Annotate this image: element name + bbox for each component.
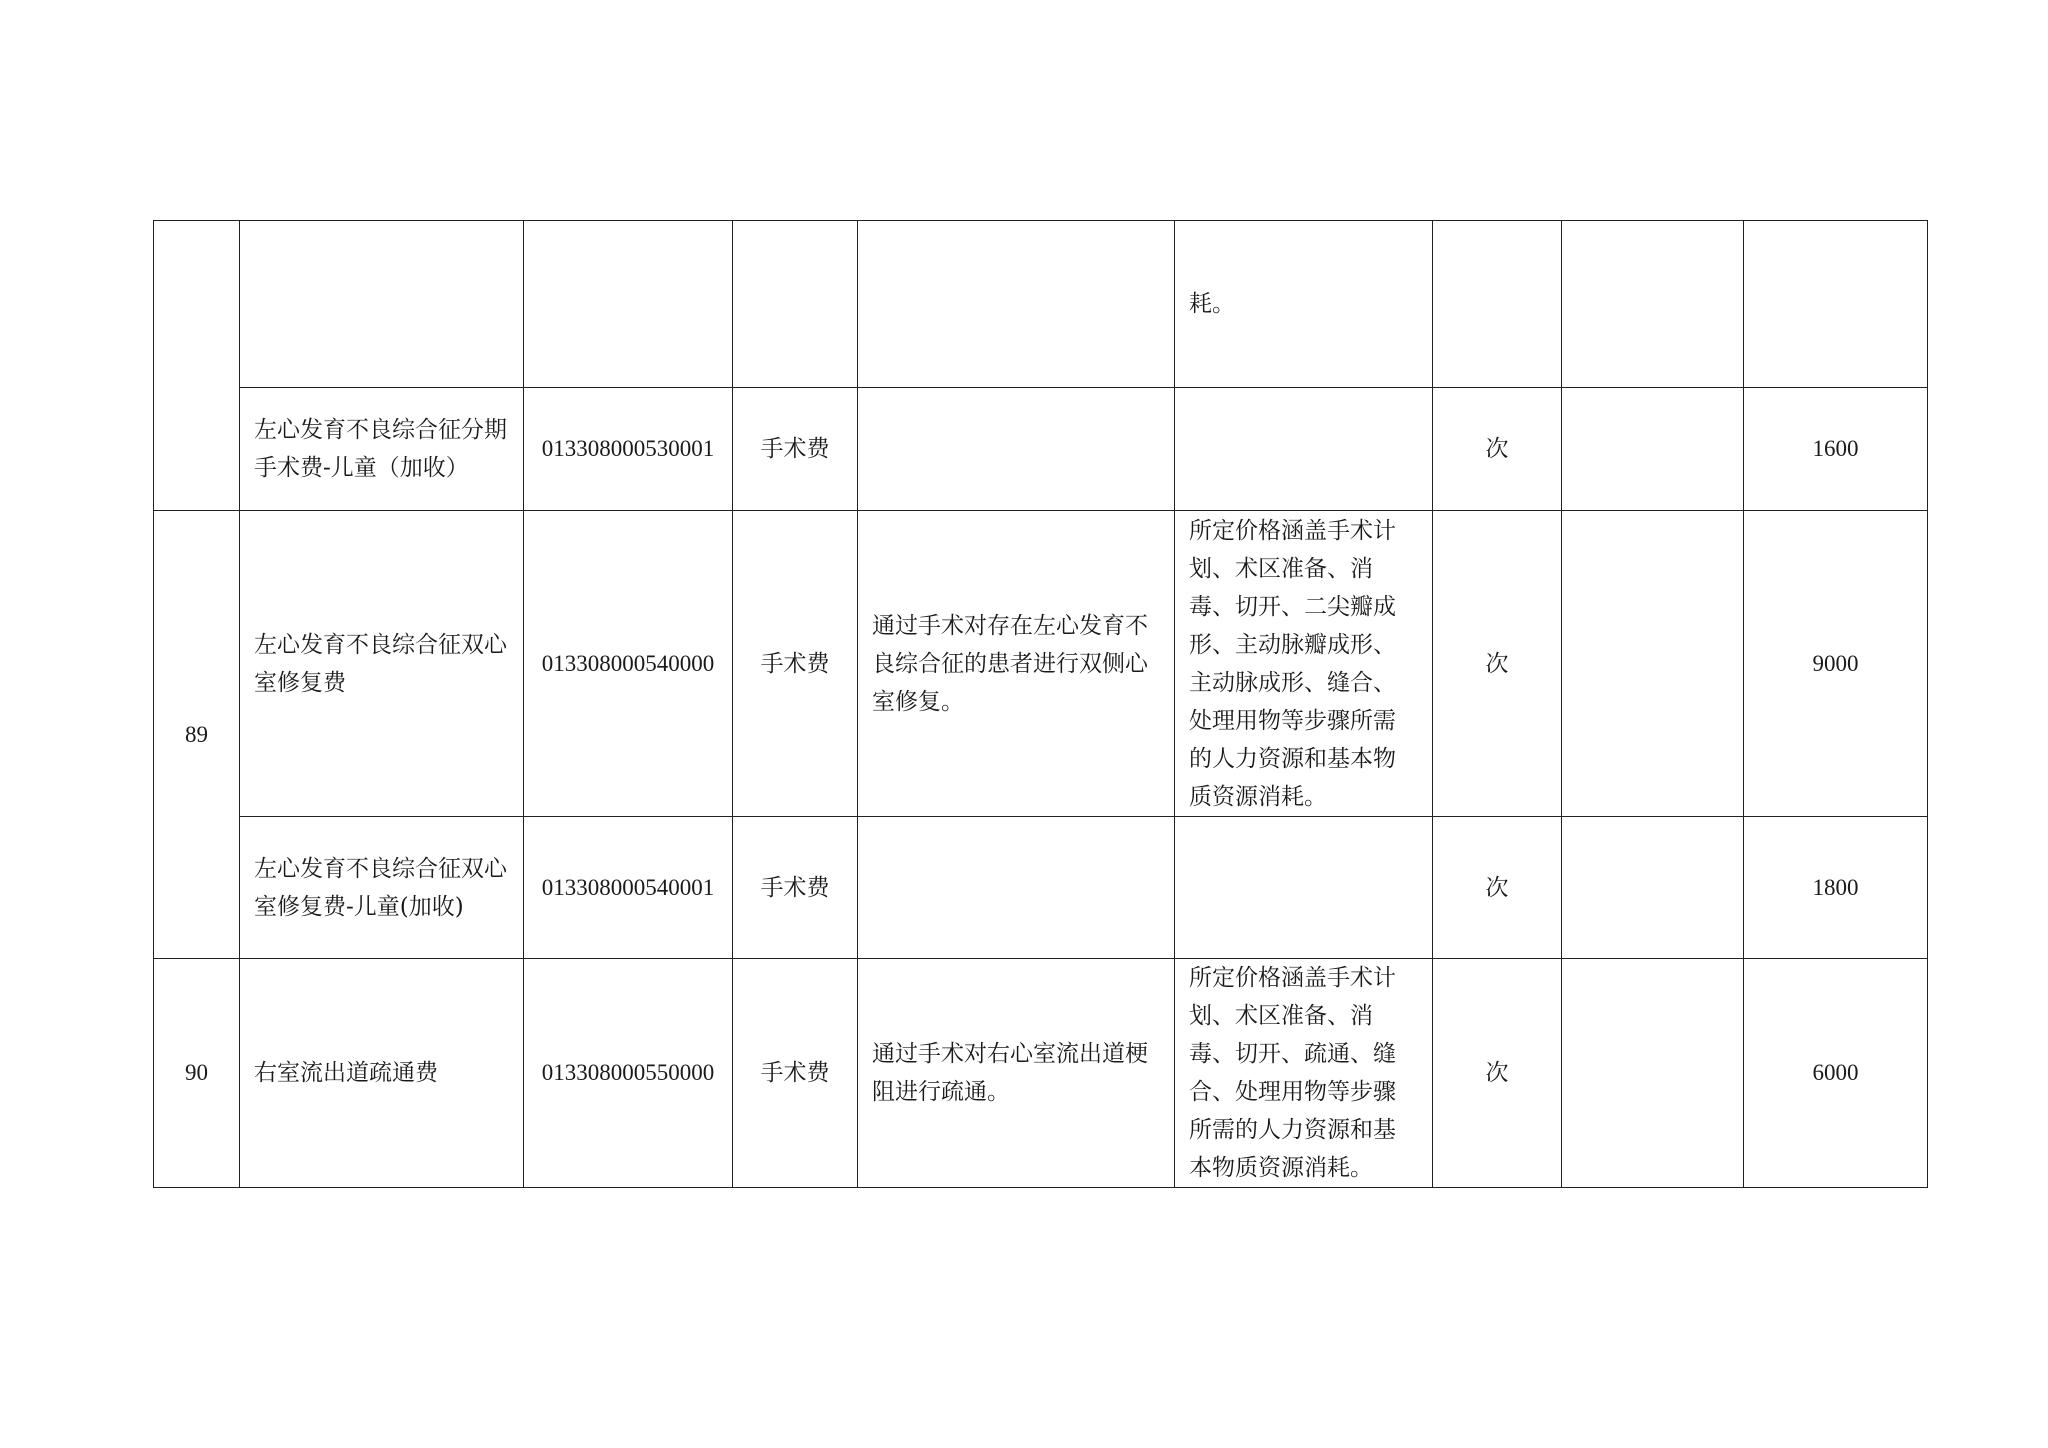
seq-cell [154, 221, 240, 511]
price-scope-cell: 所定价格涵盖手术计划、术区准备、消毒、切开、二尖瓣成形、主动脉瓣成形、主动脉成形、缝合、处理用物等步骤所需的人力资源和基本物质资源消耗。 [1175, 511, 1433, 817]
item-code-cell: 013308000540000 [524, 511, 733, 817]
exclusion-cell [1562, 511, 1744, 817]
unit-cell: 次 [1433, 959, 1562, 1188]
table-row [154, 511, 1928, 817]
fee-category-cell: 手术费 [733, 817, 858, 959]
item-code-cell: 013308000540001 [524, 817, 733, 959]
price-scope-cell: 所定价格涵盖手术计划、术区准备、消毒、切开、疏通、缝合、处理用物等步骤所需的人力资源和基本物质资源消耗。 [1175, 959, 1433, 1188]
service-content-cell: 通过手术对存在左心发育不良综合征的患者进行双侧心室修复。 [858, 511, 1175, 817]
fee-category-cell [733, 221, 858, 388]
unit-cell [1433, 221, 1562, 388]
item-code-cell: 013308000530001 [524, 388, 733, 511]
exclusion-cell [1562, 221, 1744, 388]
unit-cell: 次 [1433, 511, 1562, 817]
price-cell: 6000 [1744, 959, 1928, 1188]
service-content-cell [858, 221, 1175, 388]
service-content-cell: 通过手术对右心室流出道梗阻进行疏通。 [858, 959, 1175, 1188]
exclusion-cell [1562, 959, 1744, 1188]
price-cell [1744, 221, 1928, 388]
item-name-cell: 左心发育不良综合征分期手术费-儿童（加收） [240, 388, 524, 511]
fee-category-cell: 手术费 [733, 959, 858, 1188]
item-name-cell: 左心发育不良综合征双心室修复费-儿童(加收) [240, 817, 524, 959]
item-code-cell: 013308000550000 [524, 959, 733, 1188]
unit-cell: 次 [1433, 817, 1562, 959]
exclusion-cell [1562, 388, 1744, 511]
price-cell: 1800 [1744, 817, 1928, 959]
item-name-cell: 右室流出道疏通费 [240, 959, 524, 1188]
unit-cell: 次 [1433, 388, 1562, 511]
price-cell: 1600 [1744, 388, 1928, 511]
service-content-cell [858, 817, 1175, 959]
table-row [154, 959, 1928, 1188]
fee-category-cell: 手术费 [733, 511, 858, 817]
item-code-cell [524, 221, 733, 388]
item-name-cell: 左心发育不良综合征双心室修复费 [240, 511, 524, 817]
seq-cell: 90 [154, 959, 240, 1188]
item-name-cell [240, 221, 524, 388]
medical-service-price-table [153, 220, 1928, 1188]
price-scope-cell [1175, 388, 1433, 511]
price-cell: 9000 [1744, 511, 1928, 817]
table-row [154, 221, 1928, 388]
table-row [154, 817, 1928, 959]
seq-cell: 89 [154, 511, 240, 959]
service-content-cell [858, 388, 1175, 511]
table-row [154, 388, 1928, 511]
price-scope-cell [1175, 817, 1433, 959]
exclusion-cell [1562, 817, 1744, 959]
price-scope-cell: 耗。 [1175, 221, 1433, 388]
fee-category-cell: 手术费 [733, 388, 858, 511]
